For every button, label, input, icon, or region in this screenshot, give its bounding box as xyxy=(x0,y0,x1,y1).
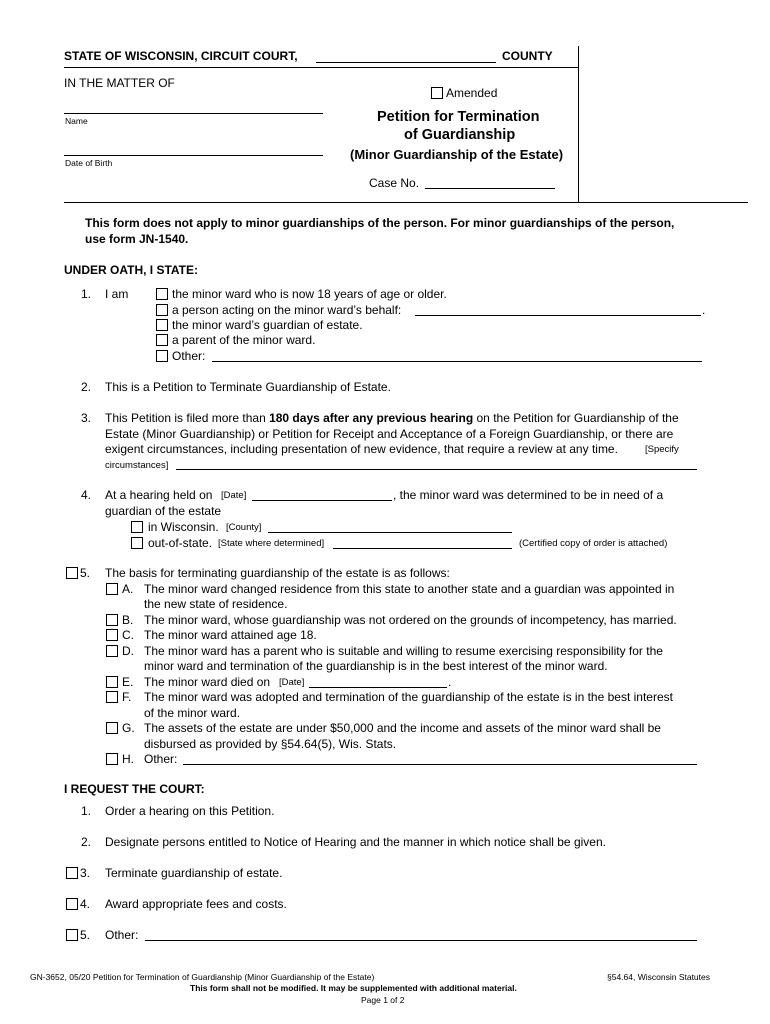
item4-state-hint: [State where determined] xyxy=(218,538,325,549)
item4-post: , the minor ward was determined to be in need of a xyxy=(393,488,664,502)
item5e-checkbox[interactable] xyxy=(106,676,118,688)
item5e-period: . xyxy=(448,675,452,689)
item5e-date-hint: [Date] xyxy=(279,677,305,688)
item5c-letter: C. xyxy=(122,628,134,642)
item5a-line1: The minor ward changed residence from this state to another state and a guardian was appointed in xyxy=(144,582,675,596)
dob-field[interactable] xyxy=(64,155,323,156)
county-field[interactable] xyxy=(316,62,496,63)
request3-checkbox[interactable] xyxy=(66,867,78,879)
item1-option1-checkbox[interactable] xyxy=(156,288,168,300)
item5g-checkbox[interactable] xyxy=(106,722,118,734)
form-title-line3: (Minor Guardianship of the Estate) xyxy=(350,147,564,162)
item3-number: 3. xyxy=(81,411,92,425)
item5f-line1: The minor ward was adopted and termination of the guardianship of the estate is in the best interest xyxy=(144,690,673,704)
item4-certified-note: (Certified copy of order is attached) xyxy=(519,538,668,549)
county-label: COUNTY xyxy=(502,49,553,63)
header-bottom-rule xyxy=(64,202,748,203)
item5g-line1: The assets of the estate are under $50,000 and the income and assets of the minor ward shall be xyxy=(144,721,661,735)
under-oath-heading: UNDER OATH, I STATE: xyxy=(64,263,198,277)
item3-specify-hint: [Specify xyxy=(645,444,679,455)
item5d-letter: D. xyxy=(122,644,134,658)
item5c-line1: The minor ward attained age 18. xyxy=(144,628,317,642)
item5b-letter: B. xyxy=(122,613,134,627)
item5d-line1: The minor ward has a parent who is suitable and willing to resume exercising responsibility for the xyxy=(144,644,663,658)
item1-option3-checkbox[interactable] xyxy=(156,319,168,331)
request5-checkbox[interactable] xyxy=(66,929,78,941)
request2-number: 2. xyxy=(81,835,92,849)
footer-notice: This form shall not be modified. It may be supplemented with additional material. xyxy=(190,983,517,993)
item5c-checkbox[interactable] xyxy=(106,629,118,641)
item3-pre: This Petition is filed more than xyxy=(105,411,270,425)
request4-checkbox[interactable] xyxy=(66,898,78,910)
item4-date-field[interactable] xyxy=(252,500,392,501)
item4-outofstate: out-of-state. xyxy=(148,536,213,550)
request2-text: Designate persons entitled to Notice of Hearing and the manner in which notice shall be given. xyxy=(105,835,606,849)
item5-number: 5. xyxy=(80,566,91,580)
item4-pre: At a hearing held on xyxy=(105,488,213,502)
item3-bold: 180 days after any previous hearing xyxy=(269,411,474,425)
item5h-line1: Other: xyxy=(144,752,178,766)
item5h-letter: H. xyxy=(122,752,134,766)
item2-text: This is a Petition to Terminate Guardianship of Estate. xyxy=(105,380,391,394)
item5b-checkbox[interactable] xyxy=(106,614,118,626)
item5f-letter: F. xyxy=(122,690,132,704)
item4-number: 4. xyxy=(81,488,92,502)
name-label: Name xyxy=(65,116,88,126)
item1-behalf-field[interactable] xyxy=(415,315,701,316)
item3-line1 xyxy=(105,411,679,425)
request4-number: 4. xyxy=(80,897,91,911)
item1-other-field[interactable] xyxy=(212,361,702,362)
item3-circumstances-field[interactable] xyxy=(176,469,697,470)
item5a-line2: the new state of residence. xyxy=(144,597,288,611)
item4-date-hint: [Date] xyxy=(221,490,247,501)
in-the-matter-of: IN THE MATTER OF xyxy=(64,76,175,90)
item1-option3: the minor ward’s guardian of estate. xyxy=(172,318,363,332)
item5g-letter: G. xyxy=(122,721,135,735)
request5-other-field[interactable] xyxy=(145,940,697,941)
footer-form-id: GN-3652, 05/20 Petition for Termination of Guardianship (Minor Guardianship of the Estate) xyxy=(30,972,375,982)
amended-checkbox[interactable] xyxy=(431,87,443,99)
form-title-line1: Petition for Termination xyxy=(377,109,540,125)
item1-option4: a parent of the minor ward. xyxy=(172,333,316,347)
item5g-line2: disbursed as provided by §54.64(5), Wis. Stats. xyxy=(144,737,397,751)
notice-line1: This form does not apply to minor guardianships of the person. For minor guardianships of the person, xyxy=(85,216,675,230)
amended-label: Amended xyxy=(446,86,498,100)
item4-wisconsin-checkbox[interactable] xyxy=(131,521,143,533)
item1-option5-checkbox[interactable] xyxy=(156,350,168,362)
notice-line2: use form JN-1540. xyxy=(85,232,189,246)
request3-text: Terminate guardianship of estate. xyxy=(105,866,283,880)
item5a-letter: A. xyxy=(122,582,134,596)
request3-number: 3. xyxy=(80,866,91,880)
item1-option1: the minor ward who is now 18 years of age or older. xyxy=(172,287,447,301)
case-no-label: Case No. xyxy=(369,176,420,190)
item1-option5: Other: xyxy=(172,349,206,363)
state-court-label: STATE OF WISCONSIN, CIRCUIT COURT, xyxy=(64,49,298,63)
item5d-line2: minor ward and termination of the guardianship is in the best interest of the minor ward. xyxy=(144,659,608,673)
item1-label: I am xyxy=(105,287,129,301)
item4-outofstate-checkbox[interactable] xyxy=(131,537,143,549)
footer-page: Page 1 of 2 xyxy=(361,995,405,1005)
item5a-checkbox[interactable] xyxy=(106,583,118,595)
item5f-checkbox[interactable] xyxy=(106,691,118,703)
item5e-letter: E. xyxy=(122,675,134,689)
item4-county-field[interactable] xyxy=(268,532,512,533)
item5-checkbox[interactable] xyxy=(66,567,78,579)
header-divider xyxy=(578,46,579,202)
case-no-field[interactable] xyxy=(425,188,555,189)
item3-post: on the Petition for Guardianship of the xyxy=(473,411,679,425)
request5-text: Other: xyxy=(105,928,139,942)
item3-line3: exigent circumstances, including presentation of new evidence, that require a review at any time. xyxy=(105,442,618,456)
form-title-line2: of Guardianship xyxy=(404,127,516,143)
item5h-other-field[interactable] xyxy=(183,764,697,765)
item2-number: 2. xyxy=(81,380,92,394)
request1-text: Order a hearing on this Petition. xyxy=(105,804,275,818)
request-heading: I REQUEST THE COURT: xyxy=(64,782,205,796)
item1-number: 1. xyxy=(81,287,92,301)
header-rule xyxy=(64,67,578,68)
item4-state-field[interactable] xyxy=(333,548,512,549)
item5f-line2: of the minor ward. xyxy=(144,706,241,720)
item1-period: . xyxy=(702,303,706,317)
item1-option4-checkbox[interactable] xyxy=(156,334,168,346)
item5-text: The basis for terminating guardianship of the estate is as follows: xyxy=(105,566,450,580)
request5-number: 5. xyxy=(80,928,91,942)
item5b-line1: The minor ward, whose guardianship was not ordered on the grounds of incompetency, has married. xyxy=(144,613,677,627)
item4-line2: guardian of the estate xyxy=(105,504,222,518)
item3-circumstances-hint: circumstances] xyxy=(105,460,169,471)
request4-text: Award appropriate fees and costs. xyxy=(105,897,287,911)
item5e-date-field[interactable] xyxy=(309,687,447,688)
dob-label: Date of Birth xyxy=(65,158,113,168)
item4-county-hint: [County] xyxy=(226,522,262,533)
footer-statute: §54.64, Wisconsin Statutes xyxy=(607,972,711,982)
item5e-line1: The minor ward died on xyxy=(144,675,271,689)
item1-option2-checkbox[interactable] xyxy=(156,304,168,316)
item4-wisconsin: in Wisconsin. xyxy=(148,520,219,534)
item1-option2: a person acting on the minor ward’s behalf: xyxy=(172,303,402,317)
item5d-checkbox[interactable] xyxy=(106,645,118,657)
item5h-checkbox[interactable] xyxy=(106,753,118,765)
item3-line2: Estate (Minor Guardianship) or Petition for Receipt and Acceptance of a Foreign Guardianship, or there are xyxy=(105,427,674,441)
request1-number: 1. xyxy=(81,804,92,818)
name-field[interactable] xyxy=(64,113,323,114)
